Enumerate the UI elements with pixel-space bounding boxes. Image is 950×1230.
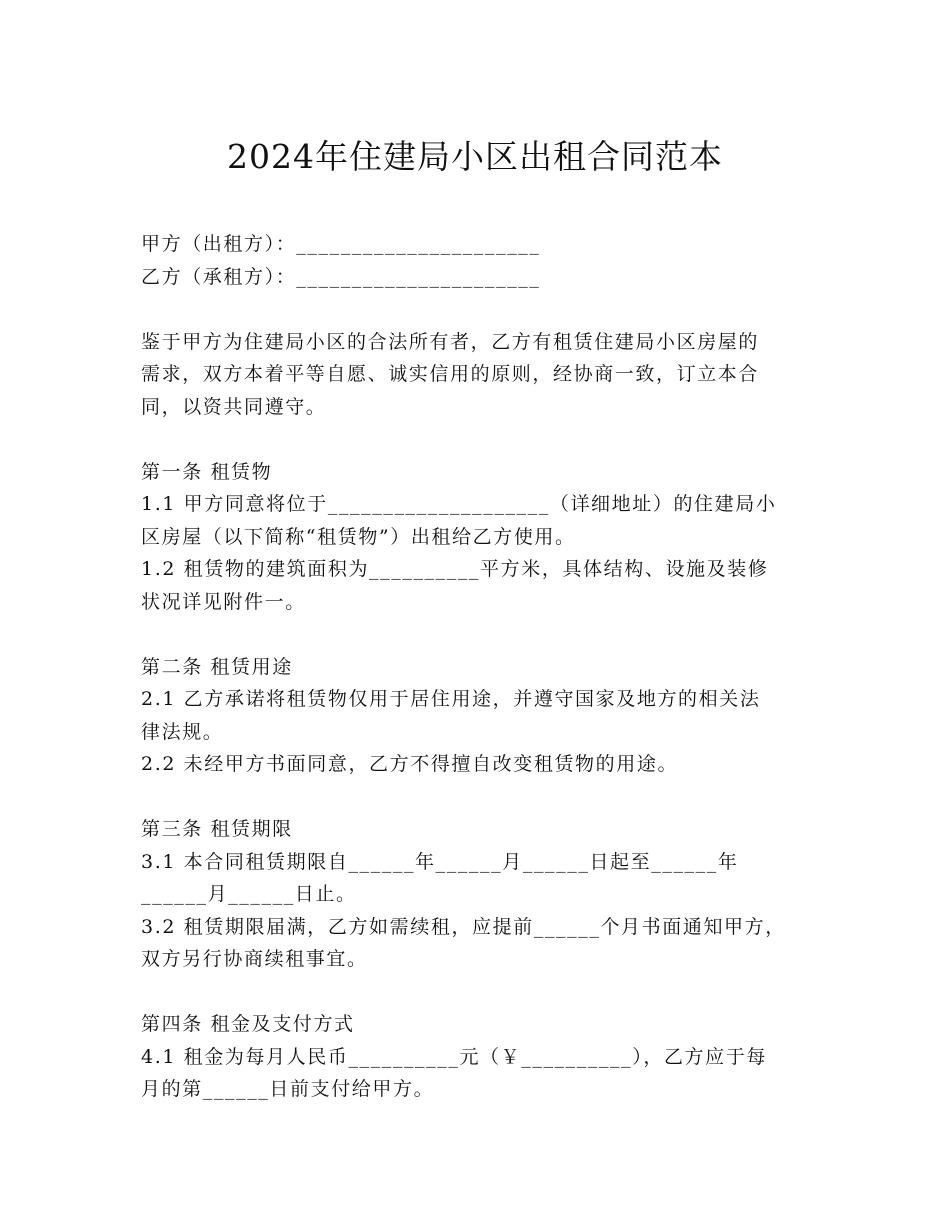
article-2-line: 律法规。 — [141, 720, 224, 743]
document-body — [141, 228, 841, 1106]
article-4-line: 4.1 租金为每月人民币__________元（￥__________），乙方应于每 — [141, 1045, 767, 1068]
article-3-line: 3.2 租赁期限届满，乙方如需续租，应提前______个月书面通知甲方， — [141, 915, 786, 938]
party-b-line: 乙方（承租方）：______________________ — [141, 265, 541, 288]
article-1-line: 状况详见附件一。 — [141, 590, 306, 613]
article-1-heading: 第一条 租赁物 — [141, 460, 273, 483]
article-3-line: 双方另行协商续租事宜。 — [141, 948, 368, 970]
article-3-heading: 第三条 租赁期限 — [141, 818, 293, 840]
article-2-line: 2.2 未经甲方书面同意，乙方不得擅自改变租赁物的用途。 — [141, 753, 679, 775]
article-4-line: 月的第______日前支付给甲方。 — [141, 1078, 435, 1100]
preamble-line: 同，以资共同遵守。 — [141, 395, 327, 418]
article-1-line: 区房屋（以下简称“租赁物”）出租给乙方使用。 — [141, 525, 576, 548]
article-1-line: 1.2 租赁物的建筑面积为__________平方米，具体结构、设施及装修 — [141, 558, 769, 580]
article-2-line: 2.1 乙方承诺将租赁物仅用于居住用途，并遵守国家及地方的相关法 — [141, 688, 761, 710]
party-a-line: 甲方（出租方）：______________________ — [141, 233, 541, 255]
article-3-line: ______月______日止。 — [141, 883, 357, 905]
article-4-heading: 第四条 租金及支付方式 — [141, 1013, 355, 1035]
article-1-line: 1.1 甲方同意将位于____________________（详细地址）的住建局小 — [141, 493, 777, 515]
document-title: 2024年住建局小区出租合同范本 — [227, 137, 723, 176]
article-2-heading: 第二条 租赁用途 — [141, 655, 293, 678]
preamble-line: 需求，双方本着平等自愿、诚实信用的原则，经协商一致，订立本合 — [141, 363, 760, 385]
article-3-line: 3.1 本合同租赁期限自______年______月______日起至______年 — [141, 850, 739, 873]
preamble-line: 鉴于甲方为住建局小区的合法所有者，乙方有租赁住建局小区房屋的 — [141, 330, 760, 353]
